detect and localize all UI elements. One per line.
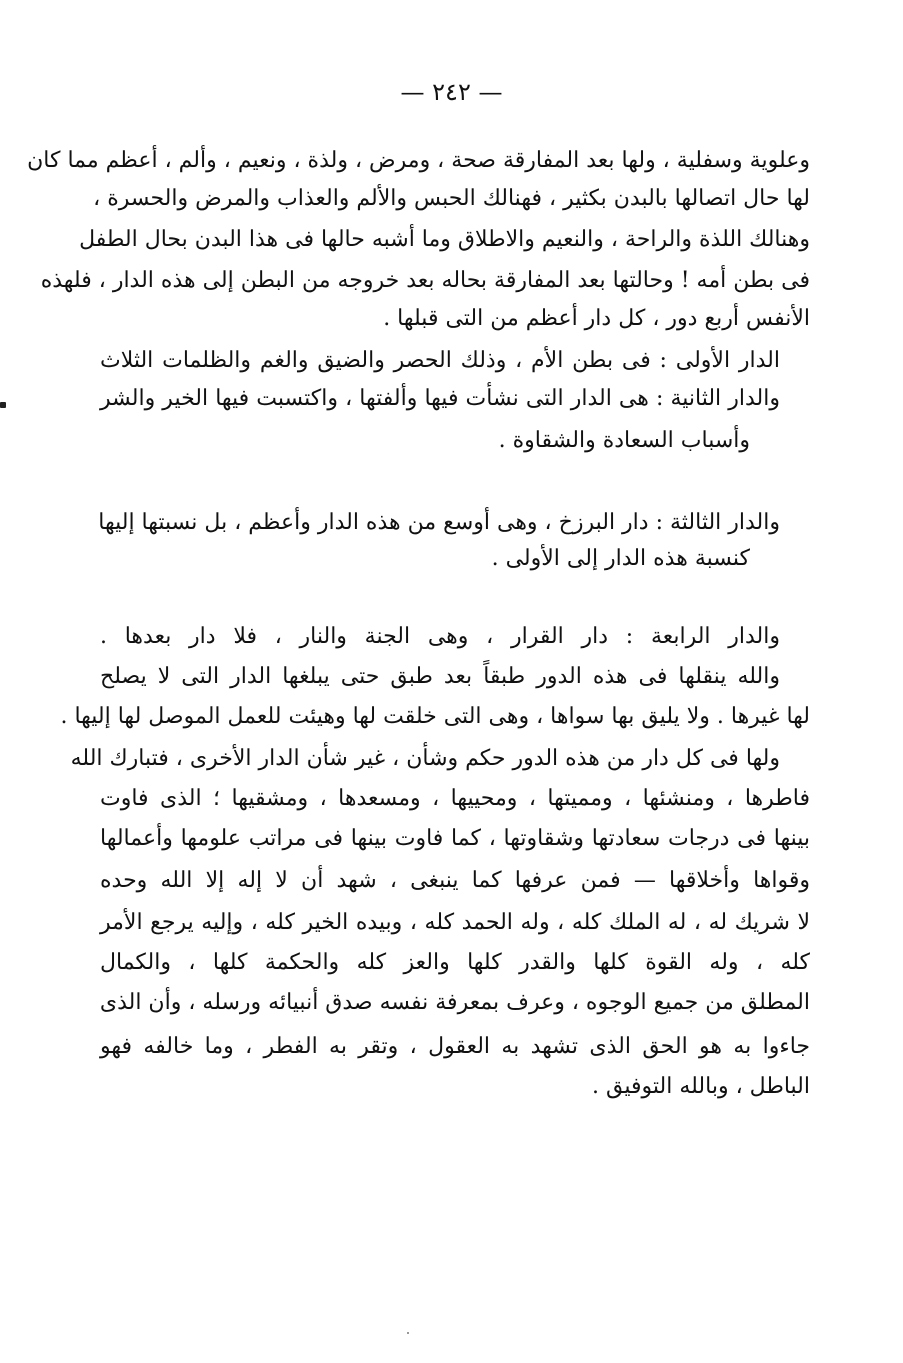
text-line: جاءوا به هو الحق الذى تشهد به العقول ، وتقر به الفطر ، وما خالفه فهو bbox=[100, 1034, 811, 1059]
text-line: لا شريك له ، له الملك كله ، وله الحمد كله ، وبيده الخير كله ، وإليه يرجع الأمر bbox=[100, 910, 810, 935]
text-line: كنسبة هذه الدار إلى الأولى . bbox=[491, 546, 750, 571]
text-line: بينها فى درجات سعادتها وشقاوتها ، كما فاوت بينها فى مراتب علومها وأعمالها bbox=[100, 826, 810, 851]
text-line: الباطل ، وبالله التوفيق . bbox=[592, 1074, 810, 1099]
margin-mark bbox=[0, 402, 6, 408]
text-line: فى بطن أمه ! وحالتها بعد المفارقة بحاله بعد خروجه من البطن إلى هذه الدار ، فلهذه bbox=[40, 268, 810, 293]
text-line: والدار الثالثة : دار البرزخ ، وهى أوسع من هذه الدار وأعظم ، بل نسبتها إليها bbox=[98, 510, 780, 535]
text-line: المطلق من جميع الوجوه ، وعرف بمعرفة نفسه صدق أنبيائه ورسله ، وأن الذى bbox=[99, 990, 810, 1015]
text-line: وأسباب السعادة والشقاوة . bbox=[498, 428, 750, 453]
page-number: — ٢٤٢ — bbox=[400, 78, 503, 106]
text-line: وهنالك اللذة والراحة ، والنعيم والاطلاق وما أشبه حالها فى هذا البدن بحال الطفل bbox=[79, 227, 810, 252]
text-line: لها غيرها . ولا يليق بها سواها ، وهى التى خلقت لها وهيئت للعمل الموصل لها إليها . bbox=[60, 704, 810, 729]
text-line: الأنفس أربع دور ، كل دار أعظم من التى قبلها . bbox=[383, 306, 810, 331]
text-line: والله ينقلها فى هذه الدور طبقاً بعد طبق حتى يبلغها الدار التى لا يصلح bbox=[100, 664, 780, 689]
text-line: ولها فى كل دار من هذه الدور حكم وشأن ، غير شأن الدار الأخرى ، فتبارك الله bbox=[70, 746, 780, 771]
scan-speck bbox=[407, 1332, 409, 1334]
text-line: لها حال اتصالها بالبدن بكثير ، فهنالك الحبس والألم والعذاب والمرض والحسرة ، bbox=[93, 186, 810, 211]
text-line: وقواها وأخلاقها — فمن عرفها كما ينبغى ، شهد أن لا إله إلا الله وحده bbox=[100, 868, 810, 893]
text-line: فاطرها ، ومنشئها ، ومميتها ، ومحييها ، ومسعدها ، ومشقيها ؛ الذى فاوت bbox=[100, 786, 810, 811]
text-line: كله ، وله القوة كلها والقدر كلها والعز كله والحكمة كلها ، والكمال bbox=[100, 950, 810, 975]
text-line: وعلوية وسفلية ، ولها بعد المفارقة صحة ، ومرض ، ولذة ، ونعيم ، وألم ، أعظم مما كان bbox=[27, 148, 810, 173]
text-line: والدار الرابعة : دار القرار ، وهى الجنة والنار ، فلا دار بعدها . bbox=[100, 624, 780, 649]
text-line: والدار الثانية : هى الدار التى نشأت فيها وألفتها ، واكتسبت فيها الخير والشر bbox=[100, 386, 780, 411]
text-line: الدار الأولى : فى بطن الأم ، وذلك الحصر والضيق والغم والظلمات الثلاث bbox=[100, 348, 780, 373]
